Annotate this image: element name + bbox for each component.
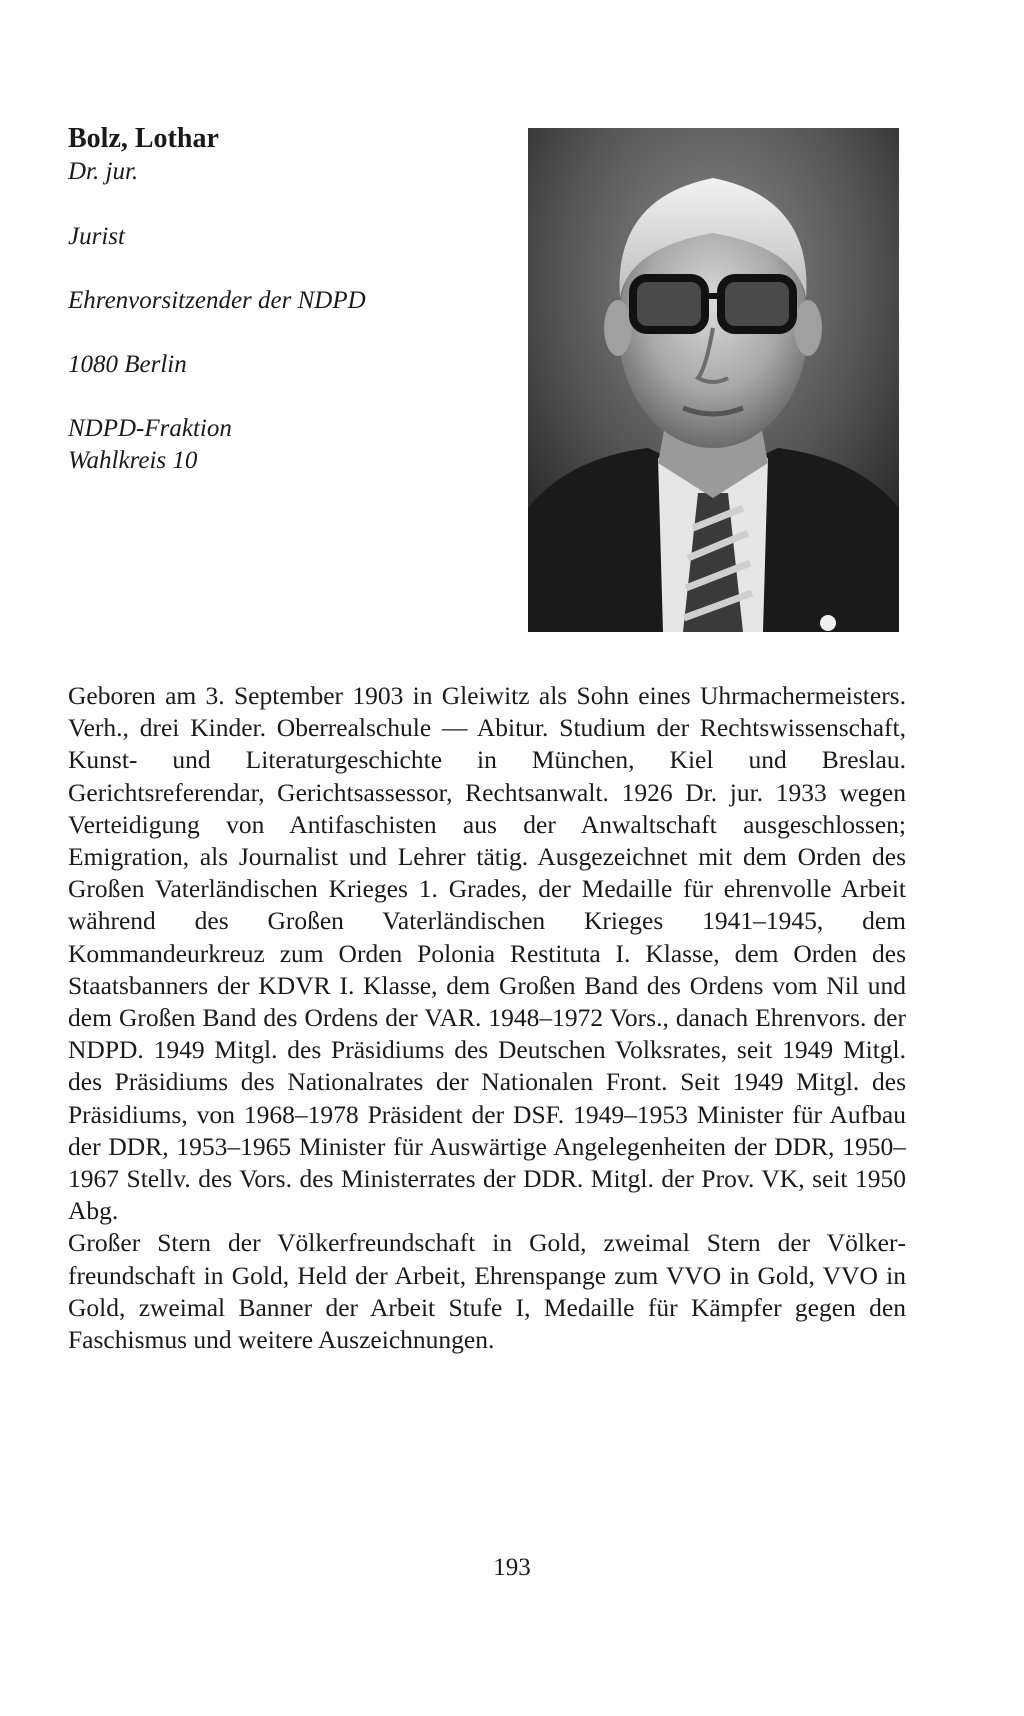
faction: NDPD-Fraktion bbox=[68, 415, 232, 442]
page-number: 193 bbox=[493, 1554, 531, 1581]
biography-text bbox=[68, 680, 906, 1356]
entry-header bbox=[68, 122, 498, 477]
portrait-photo bbox=[528, 128, 899, 632]
person-name: Bolz, Lothar bbox=[68, 123, 219, 154]
city: 1080 Berlin bbox=[68, 351, 187, 378]
academic-title: Dr. jur. bbox=[68, 158, 139, 185]
position: Ehrenvorsitzender der NDPD bbox=[68, 287, 366, 314]
biography-paragraph-2: Großer Stern der Völkerfreundschaft in Gold, zweimal Stern der Völkerfreundschaft in Gold, Held der Arbeit, Ehrenspange zum VVO in Gold, VVO in Gold, zweimal Banner der Arbeit Stufe I, Medaille für Kämpfer gegen den Faschismus und weitere Auszeichnungen. bbox=[68, 1228, 906, 1355]
electoral-district: Wahlkreis 10 bbox=[68, 447, 198, 474]
biography-paragraph-1: Geboren am 3. September 1903 in Gleiwitz als Sohn eines Uhrmachermeisters. Verh., drei Kinder. Oberrealschule — Abitur. Studium der Rechtswissenschaft, Kunst- und Literaturgeschichte in München, Kiel und Breslau. Gerichtsreferendar, Gerichtsassessor, Rechtsanwalt. 1926 Dr. jur. 1933 wegen Verteidigung von Antifaschisten aus der Anwaltschaft ausgeschlossen; Emigration, als Journalist und Lehrer tätig. Ausgezeichnet mit dem Orden des Großen Vaterländischen Krieges 1. Grades, der Medaille für ehrenvolle Arbeit während des Großen Vaterländischen Krieges 1941–1945, dem Kommandeurkreuz zum Orden Polonia Restituta I. Klasse, dem Orden des Staatsbanners der KDVR I. Klasse, dem Großen Band des Ordens vom Nil und dem Großen Band des Ordens der VAR. 1948–1972 Vors., danach Ehrenvors. der NDPD. 1949 Mitgl. des Präsidiums des Deutschen Volksrates, seit 1949 Mitgl. des Präsidiums des Nationalrates der Nationalen Front. Seit 1949 Mitgl. des Präsidiums, von 1968–1978 Präsident der DSF. 1949–1953 Minister für Aufbau der DDR, 1953–1965 Minister für Auswärtige Angelegenheiten der DDR, 1950–1967 Stellv. des Vors. des Ministerrates der DDR. Mitgl. der Prov. VK, seit 1950 Abg. bbox=[68, 681, 906, 1226]
profession: Jurist bbox=[68, 223, 125, 250]
